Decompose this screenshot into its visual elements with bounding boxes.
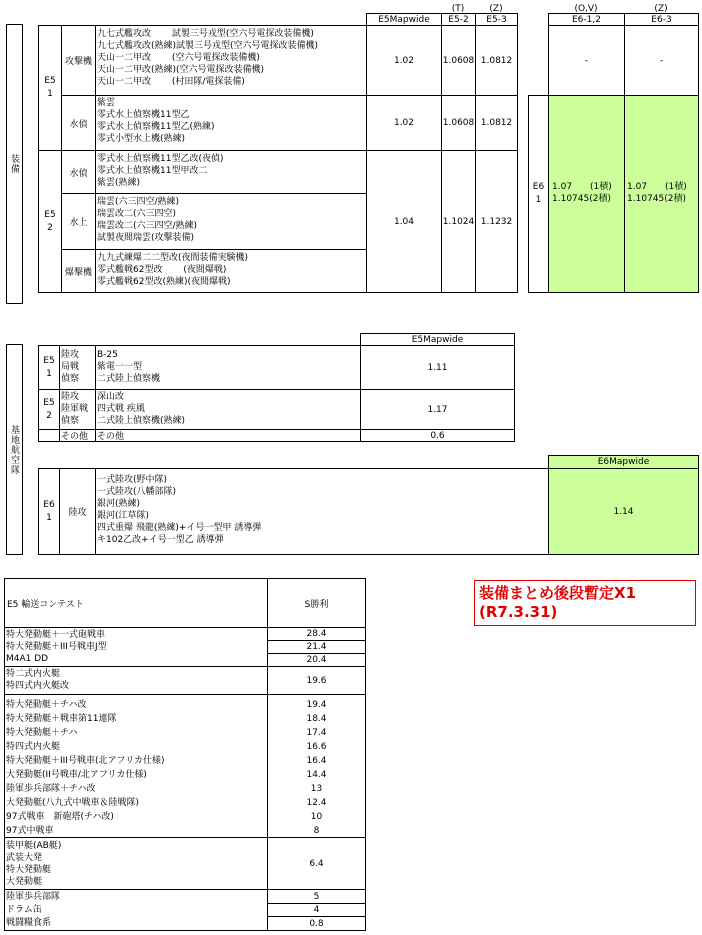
list-item: M4A1 DD — [6, 654, 49, 664]
value-cell: 6.4 — [267, 837, 366, 890]
value-cell: 1.17 — [360, 389, 515, 430]
list-item: 零式水上偵察機11型乙 — [97, 110, 190, 120]
subheader-z2: (Z) — [654, 3, 668, 14]
value-cell: 1.0608 — [441, 95, 476, 151]
category-bomber: 爆撃機 — [61, 249, 96, 293]
list-item: 銀河(江草隊) — [97, 511, 150, 521]
items-bomber — [95, 249, 367, 293]
e6-1-label: E6 1 — [528, 95, 549, 293]
list-item: 瑞雲改二(六三四空) — [97, 209, 177, 219]
list-item: 特大発動艇＋戦車第11連隊 — [6, 714, 117, 724]
equipment-section — [0, 0, 702, 310]
list-item: 97式中戦車 — [6, 826, 54, 836]
list-item: 天山一二甲改 (村田隊/電探装備) — [97, 77, 245, 87]
list-item: 特四式内火艇 — [6, 742, 61, 752]
list-item: B-25 — [97, 350, 118, 360]
land-other-item: その他 — [95, 429, 361, 442]
version-note: 装備まとめ後段暫定X1 (R7.3.31) — [474, 580, 696, 626]
list-item: 零式小型水上機(熟練) — [97, 134, 186, 144]
list-item: 特大発動艇＋III号戦車J型 — [6, 642, 107, 652]
e6-3-value: 1.07 (1積) 1.10745(2積) — [624, 95, 699, 293]
list-item: 四式戦 疾風 — [97, 404, 145, 414]
category-seaplane-recon-night: 水偵 — [61, 150, 96, 194]
list-item: 一式陸攻(野中隊) — [97, 475, 168, 485]
list-item: 試製夜間瑞雲(攻撃装備) — [97, 233, 195, 243]
land-base-section — [0, 330, 702, 560]
transport-group-c — [4, 694, 268, 838]
list-item: 天山一二甲改(熟練)(空六号電探改装備機) — [97, 65, 265, 75]
list-item: 特大発動艇 — [6, 865, 52, 875]
list-item: 零式水上偵察機11型乙改(夜偵) — [97, 154, 224, 164]
value-cell: 1.11 — [360, 345, 515, 390]
list-item: 零式艦戦62型改(熟練)(夜間爆戦) — [97, 277, 231, 287]
list-item: 零式水上偵察機11型甲改二 — [97, 166, 208, 176]
transport-group-e-values: 5 4 0.8 — [267, 889, 366, 931]
land-e5-2-cats: 陸攻 陸軍戦 偵察 — [59, 389, 96, 430]
subheader-ov: (O,V) — [574, 3, 598, 14]
transport-group-c-values: 19.4 18.4 17.4 16.6 16.4 14.4 13 12.4 10 8 — [267, 694, 366, 838]
list-item: 特四式内火艇改 — [6, 681, 70, 691]
e5-2-label: E5 2 — [38, 150, 62, 293]
value-cell: 1.14 — [548, 468, 699, 555]
items-attacker — [95, 25, 367, 96]
list-item: 特大発動艇＋一式砲戦車 — [6, 630, 106, 640]
value-cell: 1.0608 — [441, 25, 476, 96]
list-item: 瑞雲改二(六三四空/熟練) — [97, 221, 198, 231]
land-base-side-label: 基地航空隊 — [6, 344, 23, 555]
list-item: 紫雲(熟練) — [97, 178, 141, 188]
transport-contest-section — [0, 578, 702, 935]
list-item: キ102乙改+イ号一型乙 誘導弾 — [97, 535, 224, 545]
list-item: 四式重爆 飛龍(熟練)+イ号一型甲 誘導弾 — [97, 523, 262, 533]
value-cell-dash: - — [624, 25, 699, 96]
value-cell: 1.1232 — [475, 150, 518, 293]
land-e6-1-label: E6 1 — [38, 468, 60, 555]
transport-group-a-values: 28.4 21.4 20.4 — [267, 627, 366, 667]
land-e5-1-label: E5 1 — [38, 345, 60, 390]
list-item: ドラム缶 — [6, 905, 42, 915]
transport-col-header: S勝利 — [267, 578, 366, 628]
list-item: 九九式練爆二二型改(夜間装備実験機) — [97, 253, 249, 263]
header-e6-3: E6-3 — [624, 13, 699, 26]
list-item: 九七式艦攻改(熟練)試製三号戎型(空六号電探改装備機) — [97, 41, 319, 51]
list-item: 二式陸上偵察機 — [97, 374, 161, 384]
list-item: 零式水上偵察機11型乙(熟練) — [97, 122, 215, 132]
transport-group-a — [4, 627, 268, 667]
value-cell-dash: - — [548, 25, 625, 96]
list-item: 零式艦戦62型改 (夜間爆戦) — [97, 265, 227, 275]
list-item: 紫電一一型 — [97, 362, 143, 372]
value-cell: 1.0812 — [475, 95, 518, 151]
header-e5-2: E5-2 — [441, 13, 476, 26]
list-item: 特大発動艇＋チハ改 — [6, 700, 87, 710]
header-e5mapwide-land: E5Mapwide — [360, 333, 515, 346]
list-item: 特大発動艇＋III号戦車(北アフリカ仕様) — [6, 756, 165, 766]
category-seaplane-recon: 水偵 — [61, 95, 96, 151]
transport-group-d — [4, 837, 268, 890]
header-e6-1-2: E6-1,2 — [548, 13, 625, 26]
transport-group-b — [4, 666, 268, 695]
equipment-side-label: 装備 — [6, 24, 23, 304]
list-item: 武装大発 — [6, 853, 43, 863]
value-cell: 1.1024 — [441, 150, 476, 293]
e6-1-2-value: 1.07 (1積) 1.10745(2積) — [548, 95, 625, 293]
list-item: 戦闘糧食系 — [6, 918, 52, 928]
header-e5-3: E5-3 — [475, 13, 518, 26]
list-item: 瑞雲(六三四空/熟練) — [97, 197, 180, 207]
list-item: 装甲艇(AB艇) — [6, 841, 62, 851]
land-other-label — [38, 429, 60, 442]
subheader-z: (Z) — [489, 3, 503, 14]
list-item: 特二式内火艇 — [6, 669, 61, 679]
category-attacker: 攻撃機 — [61, 25, 96, 96]
list-item: 陸軍歩兵部隊 — [6, 892, 61, 902]
list-item: 陸軍歩兵部隊＋チハ改 — [6, 784, 96, 794]
list-item: 銀河(熟練) — [97, 499, 141, 509]
transport-title: E5 輸送コンテスト — [4, 578, 268, 628]
category-seaplane: 水上 — [61, 193, 96, 250]
value-cell: 1.0812 — [475, 25, 518, 96]
land-other-cat: その他 — [59, 429, 96, 442]
land-e5-1-items — [95, 345, 361, 390]
list-item: 特大発動艇＋チハ — [6, 728, 78, 738]
value-cell: 1.02 — [366, 25, 442, 96]
value-cell: 1.04 — [366, 150, 442, 293]
value-cell: 0.6 — [360, 429, 515, 442]
e5-1-label: E5 1 — [38, 25, 62, 151]
list-item: 大発動艇 — [6, 877, 43, 887]
land-e6-1-cat: 陸攻 — [59, 468, 96, 555]
items-seaplane-recon — [95, 95, 367, 151]
value-cell: 1.02 — [366, 95, 442, 151]
list-item: 大発動艇(八九式中戦車＆陸戦隊) — [6, 798, 140, 808]
transport-group-e — [4, 889, 268, 931]
header-e6mapwide-land: E6Mapwide — [548, 455, 699, 469]
list-item: 深山改 — [97, 392, 125, 402]
list-item: 九七式艦攻改 試製三号戎型(空六号電探改装備機) — [97, 29, 314, 39]
list-item: 一式陸攻(八幡部隊) — [97, 487, 177, 497]
items-seaplane-recon-night — [95, 150, 367, 194]
land-e6-1-items — [95, 468, 549, 555]
list-item: 紫雲 — [97, 98, 116, 108]
value-cell: 19.6 — [267, 666, 366, 695]
land-e5-1-cats: 陸攻 局戦 偵察 — [59, 345, 96, 390]
subheader-t: (T) — [451, 3, 465, 14]
list-item: 大発動艇(II号戦車/北アフリカ仕様) — [6, 770, 147, 780]
list-item: 天山一二甲改 (空六号電探改装備機) — [97, 53, 260, 63]
list-item: 二式陸上偵察機(熟練) — [97, 416, 186, 426]
list-item: 97式戦車 新砲塔(チハ改) — [6, 812, 114, 822]
land-e5-2-label: E5 2 — [38, 389, 60, 430]
items-seaplane — [95, 193, 367, 250]
header-e5mapwide: E5Mapwide — [366, 13, 442, 26]
land-e5-2-items — [95, 389, 361, 430]
